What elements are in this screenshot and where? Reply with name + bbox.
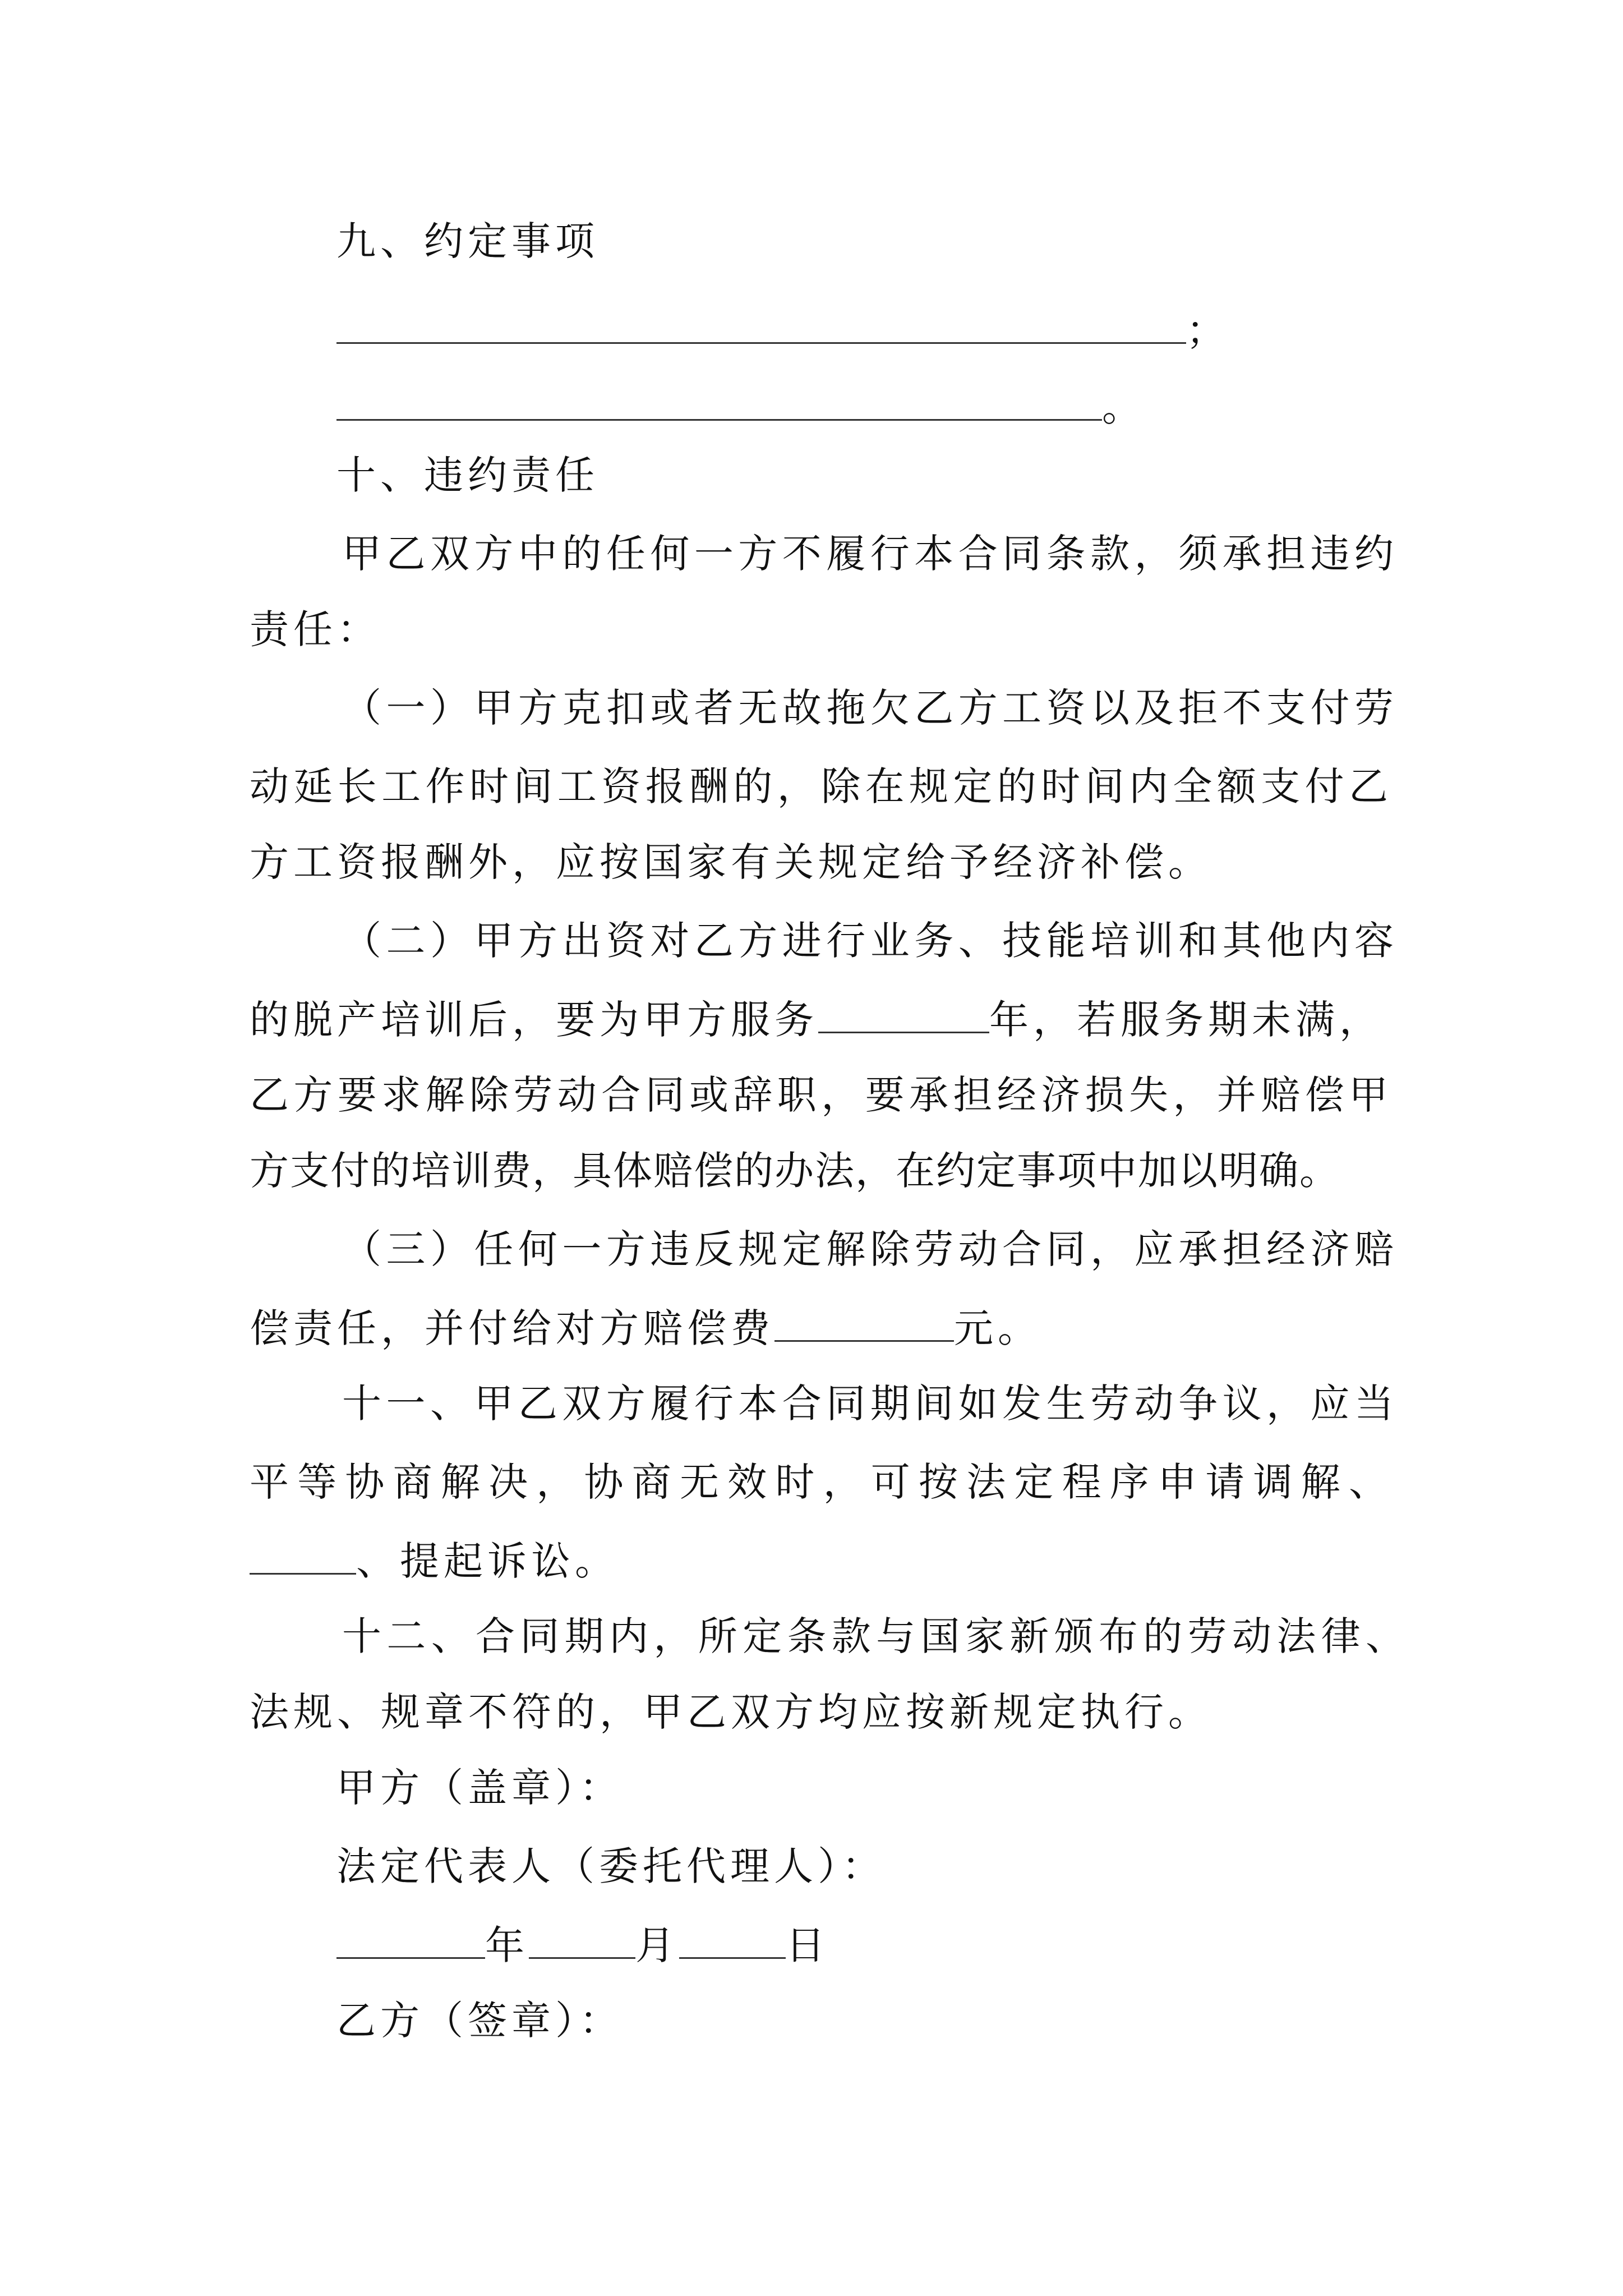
- section-10-heading: 十、违约责任: [336, 452, 599, 498]
- section-11-text-b: 、提起诉讼。: [356, 1538, 619, 1584]
- item-2-line-3: 乙方要求解除劳动合同或辞职，要承担经济损失，并赔偿甲: [250, 1072, 1388, 1118]
- item-2-line-2: [250, 997, 1383, 1043]
- arbitration-blank: [250, 1538, 356, 1575]
- item-3-text-a: 偿责任，并付给对方赔偿费: [250, 1305, 774, 1351]
- section-10-intro-line-1: 甲乙双方中的任何一方不履行本合同条款，须承担违约: [342, 531, 1394, 577]
- party-b-signature-label: 乙方（签章）：: [336, 1998, 623, 2044]
- item-2-line-4: 方支付的培训费，具体赔偿的办法，在约定事项中加以明确。: [250, 1148, 1340, 1194]
- service-years-blank: [818, 997, 989, 1033]
- line-end-period: 。: [1102, 384, 1146, 430]
- year-label: 年: [485, 1922, 529, 1968]
- section-11-line-3: [250, 1538, 619, 1584]
- item-3-line-1: （三）任何一方违反规定解除劳动合同，应承担经济赔: [342, 1226, 1394, 1272]
- year-blank: [336, 1922, 485, 1959]
- section-12-line-1: 十二、合同期内，所定条款与国家新颁布的劳动法律、: [342, 1613, 1405, 1659]
- party-a-seal-label: 甲方（盖章）：: [336, 1765, 623, 1811]
- compensation-amount-blank: [774, 1305, 954, 1342]
- blank-line: [336, 307, 1186, 344]
- month-label: 月: [635, 1922, 679, 1968]
- month-blank: [529, 1922, 635, 1959]
- blank-line: [336, 384, 1102, 421]
- item-3-line-2: [250, 1305, 1041, 1351]
- section-11-line-2: 平等协商解决，协商无效时，可按法定程序申请调解、: [250, 1459, 1388, 1505]
- day-label: 日: [786, 1922, 829, 1968]
- item-2-line-1: （二）甲方出资对乙方进行业务、技能培训和其他内容: [342, 918, 1394, 964]
- section-9-heading: 九、约定事项: [336, 218, 599, 264]
- date-line: [336, 1922, 829, 1968]
- line-end-semicolon: ；: [1186, 307, 1230, 353]
- item-2-text-a: 的脱产培训后，要为甲方服务: [250, 997, 818, 1043]
- section-11-line-1: 十一、甲乙双方履行本合同期间如发生劳动争议，应当: [342, 1381, 1394, 1427]
- day-blank: [679, 1922, 786, 1959]
- item-1-line-1: （一）甲方克扣或者无故拖欠乙方工资以及拒不支付劳: [342, 685, 1394, 731]
- section-9-line-1: [336, 307, 1230, 353]
- section-10-intro-line-2: 责任：: [250, 606, 381, 652]
- section-9-line-2: [336, 384, 1146, 430]
- item-1-line-3: 方工资报酬外，应按国家有关规定给予经济补偿。: [250, 839, 1212, 885]
- section-12-line-2: 法规、规章不符的，甲乙双方均应按新规定执行。: [250, 1689, 1212, 1735]
- item-1-line-2: 动延长工作时间工资报酬的，除在规定的时间内全额支付乙: [250, 763, 1388, 809]
- legal-representative-label: 法定代表人（委托代理人）：: [336, 1843, 886, 1889]
- item-2-text-b: 年，若服务期未满，: [989, 997, 1383, 1043]
- item-3-text-b: 元。: [954, 1305, 1041, 1351]
